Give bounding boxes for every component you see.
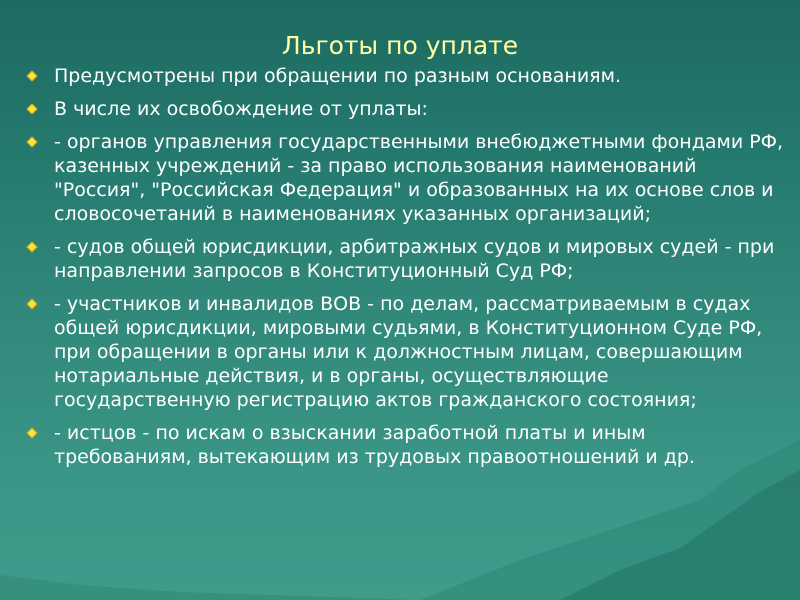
bullet-text: В числе их освобождение от уплаты: xyxy=(54,98,428,120)
bullet-text: - органов управления государственными внебюджетными фондами РФ, казенных учреждений - за право использования наименований "Россия", "Российская Федерация" и образованных на их основе слов и словосочетаний в наименованиях указанных организаций; xyxy=(54,131,784,225)
diamond-bullet-icon xyxy=(26,298,37,309)
diamond-bullet-icon xyxy=(26,103,37,114)
bullet-text: - участников и инвалидов ВОВ - по делам, рассматриваемым в судах общей юрисдикции, мировыми судьями, в Конституционном Суде РФ, при обращении в органы или к должностным лицам, совершающим нотариальные действия, и в органы, осуществляющие государственную регистрацию актов гражданского состояния; xyxy=(54,293,763,411)
bullet-text: Предусмотрены при обращении по разным основаниям. xyxy=(54,65,621,87)
diamond-bullet-icon xyxy=(26,136,37,147)
diamond-bullet-icon xyxy=(26,70,37,81)
slide-title: Льготы по уплате xyxy=(281,31,519,60)
list-item xyxy=(24,235,784,283)
list-item xyxy=(24,97,784,121)
list-item xyxy=(24,292,784,412)
list-item xyxy=(24,64,784,88)
diamond-bullet-icon xyxy=(26,427,37,438)
list-item xyxy=(24,130,784,226)
diamond-bullet-icon xyxy=(26,241,37,252)
bullet-list xyxy=(24,64,784,478)
bullet-text: - судов общей юрисдикции, арбитражных судов и мировых судей - при направлении запросов в Конституционный Суд РФ; xyxy=(54,236,775,282)
bullet-text: - истцов - по искам о взыскании заработной платы и иным требованиям, вытекающим из трудовых правоотношений и др. xyxy=(54,422,695,468)
list-item xyxy=(24,421,784,469)
